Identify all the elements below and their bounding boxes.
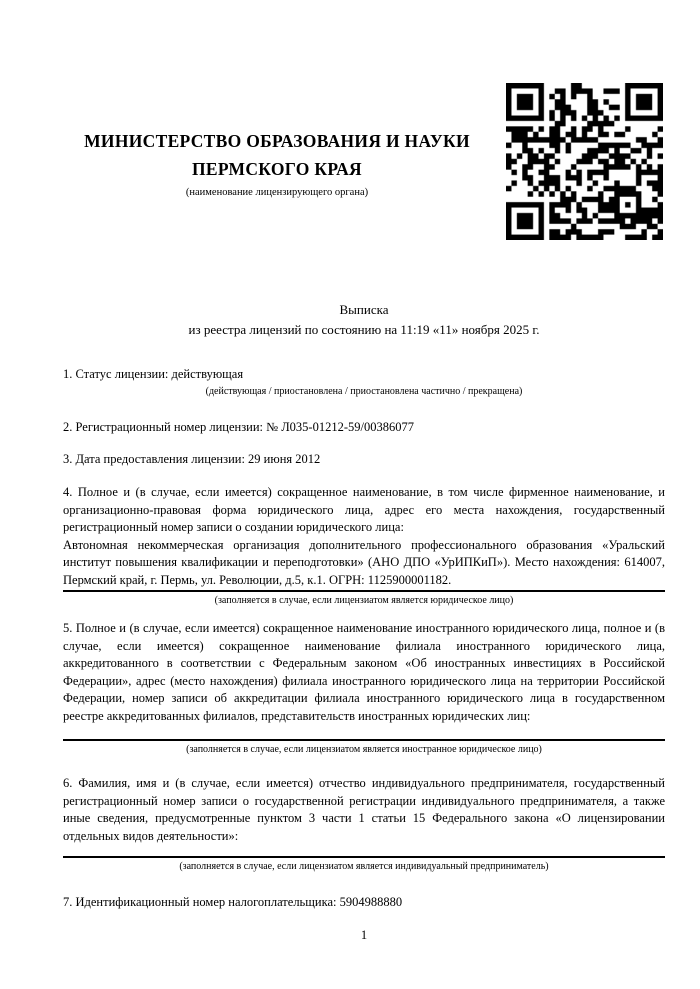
item-foreign-entity-text: 5. Полное и (в случае, если имеется) сокращенное наименование иностранного юридического лица, полное и (в случае, если имеется) сокращенное наименование филиала иностранного юридического лица, аккредитованного в соответствии с Федеральным законом «Об иностранных инвестициях в Российской Федерации», адрес (место нахождения) филиала иностранного юридического лица на территории Российской Федерации, номер записи об аккредитации филиала иностранного юридического лица в государственном реестре аккредитованных филиалов, представительств иностранных юридических лиц:: [63, 621, 665, 723]
item-legal-entity-text: 4. Полное и (в случае, если имеется) сокращенное наименование, в том числе фирменное наименование, и организационно-правовая форма юридического лица, адрес его места нахождения, государственный регистрационный номер записи о создании юридического лица:: [63, 485, 665, 534]
ministry-name-line2: ПЕРМСКОГО КРАЯ: [192, 159, 362, 179]
fill-in-rule-foreign-entity: [63, 739, 665, 741]
item-legal-entity-value: Автономная некоммерческая организация дополнительного профессионального образования «Уральский институт повышения квалификации и переподготовки» (АНО ДПО «УрИПКиП»). Место нахождения: 614007, Пермский край, г. Пермь, ул. Революции, д.5, к.1. ОГРН: 1125900001182.: [63, 537, 665, 587]
document-title-line2: из реестра лицензий по состоянию на 11:19 «11» ноября 2025 г.: [188, 321, 540, 337]
item-license-status-caption: (действующая / приостановлена / приостановлена частично / прекращена): [205, 386, 523, 397]
fill-in-rule-individual-entrepreneur: [63, 856, 665, 858]
item-legal-entity-caption: (заполняется в случае, если лицензиатом является юридическое лицо): [214, 595, 514, 606]
item-individual-entrepreneur: [63, 775, 665, 874]
item-individual-entrepreneur-caption: (заполняется в случае, если лицензиатом является индивидуальный предприниматель): [179, 861, 549, 872]
item-registration-number: 2. Регистрационный номер лицензии: № Л035-01212-59/00386077: [63, 420, 414, 434]
item-foreign-entity: [63, 620, 665, 757]
item-legal-entity: [63, 484, 665, 608]
ministry-name: [63, 127, 491, 183]
item-individual-entrepreneur-text: 6. Фамилия, имя и (в случае, если имеется) отчество индивидуального предпринимателя, государственный регистрационный номер записи о государственной регистрации индивидуального предпринимателя, а также иные сведения, предусмотренные пунктом 3 части 1 статьи 15 Федерального закона «О лицензировании отдельных видов деятельности»:: [63, 776, 665, 843]
licensing-authority-header: [63, 127, 491, 199]
authority-caption: (наименование лицензирующего органа): [185, 187, 369, 198]
ministry-name-line1: МИНИСТЕРСТВО ОБРАЗОВАНИЯ И НАУКИ: [84, 131, 470, 151]
item-license-status: 1. Статус лицензии: действующая: [63, 367, 244, 381]
fill-in-rule-legal-entity: [63, 590, 665, 592]
document-title-line1: Выписка: [339, 302, 389, 317]
item-taxpayer-number: 7. Идентификационный номер налогоплательщика: 5904988880: [63, 895, 403, 909]
item-foreign-entity-caption: (заполняется в случае, если лицензиатом является иностранное юридическое лицо): [186, 744, 542, 755]
item-grant-date: 3. Дата предоставления лицензии: 29 июня 2012: [63, 452, 321, 466]
qr-code: [506, 83, 663, 240]
page-number: 1: [360, 928, 368, 942]
document-title: [63, 300, 665, 339]
